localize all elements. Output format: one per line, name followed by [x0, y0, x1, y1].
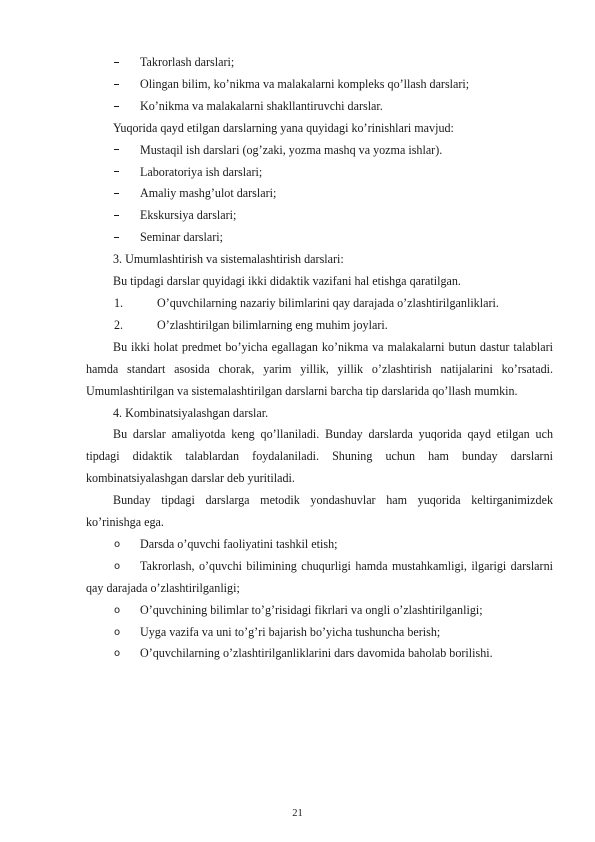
dash-bullet [114, 227, 128, 249]
list-item-text: O’quvchining bilimlar to’g’risidagi fikrlari va ongli o’zlashtirilganligi; [140, 602, 483, 617]
list-item [86, 205, 553, 227]
intro-line: Yuqorida qayd etilgan darslarning yana quyidagi ko’rinishlari mavjud: [113, 120, 454, 135]
circle-bullet: o [114, 604, 121, 616]
list-item-text: Olingan bilim, ko’nikma va malakalarni kompleks qo’llash darslari; [140, 76, 470, 91]
page-number: 21 [292, 808, 303, 819]
numbered-item [86, 315, 553, 337]
list-item-text: Laboratoriya ish darslari; [140, 164, 263, 179]
list-item-text: Uyga vazifa va uni to’g’ri bajarish bo’yicha tushuncha berish; [140, 624, 441, 639]
numbered-item-text: O’quvchilarning nazariy bilimlarini qay darajada o’zlashtirilganliklari. [157, 295, 499, 310]
list-item-text: Amaliy mashg’ulot darslari; [140, 186, 277, 201]
list-item [86, 52, 553, 74]
circle-bullet: o [114, 626, 121, 638]
dash-bullet [114, 52, 128, 74]
section-heading-3: 3. Umumlashtirish va sistemalashtirish darslari: [113, 252, 344, 267]
circle-bullet: o [114, 560, 121, 572]
circle-bullet: o [114, 538, 121, 550]
list-item [86, 643, 553, 665]
list-item-text: Takrorlash, o’quvchi bilimining chuqurligi hamda mustahkamligi, ilgarigi darslarni qay darajada o’zlashtirilganligi; [86, 558, 553, 595]
dash-bullet [114, 74, 128, 96]
list-item [86, 556, 553, 600]
list-item [86, 74, 553, 96]
section-3-intro: Bu tipdagi darslar quyidagi ikki didaktik vazifani hal etishga qaratilgan. [113, 274, 461, 289]
circle-bullet: o [114, 648, 121, 660]
list-item [86, 227, 553, 249]
list-item-text: O’quvchilarning o’zlashtirilganliklarini dars davomida baholab borilishi. [140, 646, 493, 661]
paragraph: Bunday tipdagi darslarga metodik yondashuvlar ham yuqorida keltirganimizdek ko’rinishga ega. [86, 493, 553, 530]
section-heading-4: 4. Kombinatsiyalashgan darslar. [113, 405, 269, 420]
list-item [86, 162, 553, 184]
item-number: 1. [114, 295, 124, 310]
paragraph: Bu ikki holat predmet bo’yicha egallagan ko’nikma va malakalarni butun dastur talablari hamda standart asosida chorak, yarim yillik, yillik o’zlashtirish natijalarini ko’rsatadi. Umumlashtirilgan va sistemalashtirilgan darslarni barcha tip darslarida qo’llash mumkin. [86, 339, 553, 398]
paragraph: Bu darslar amaliyotda keng qo’llaniladi. Bunday darslarda yuqorida qayd etilgan uch tipdagi didaktik talablardan foydalaniladi. Shuning uchun ham bunday darslarni kombinatsiyalashgan darslar deb yuritiladi. [86, 427, 553, 486]
list-item-text: Seminar darslari; [140, 230, 223, 245]
dash-bullet [114, 183, 128, 205]
dash-bullet [114, 96, 128, 118]
dash-bullet [114, 140, 128, 162]
numbered-item [86, 293, 553, 315]
document-page [86, 52, 553, 665]
list-item [86, 140, 553, 162]
list-item [86, 622, 553, 644]
list-item [86, 183, 553, 205]
list-item-text: Ko’nikma va malakalarni shakllantiruvchi darslar. [140, 98, 383, 113]
list-item-text: Darsda o’quvchi faoliyatini tashkil etish; [140, 536, 338, 551]
list-item [86, 96, 553, 118]
list-item [86, 534, 553, 556]
list-item-text: Mustaqil ish darslari (og’zaki, yozma mashq va yozma ishlar). [140, 142, 443, 157]
dash-bullet [114, 162, 128, 184]
list-item [86, 600, 553, 622]
list-item-text: Takrorlash darslari; [140, 55, 235, 69]
list-item-text: Ekskursiya darslari; [140, 208, 237, 223]
dash-bullet [114, 205, 128, 227]
numbered-item-text: O’zlashtirilgan bilimlarning eng muhim joylari. [157, 317, 388, 332]
item-number: 2. [114, 317, 124, 332]
